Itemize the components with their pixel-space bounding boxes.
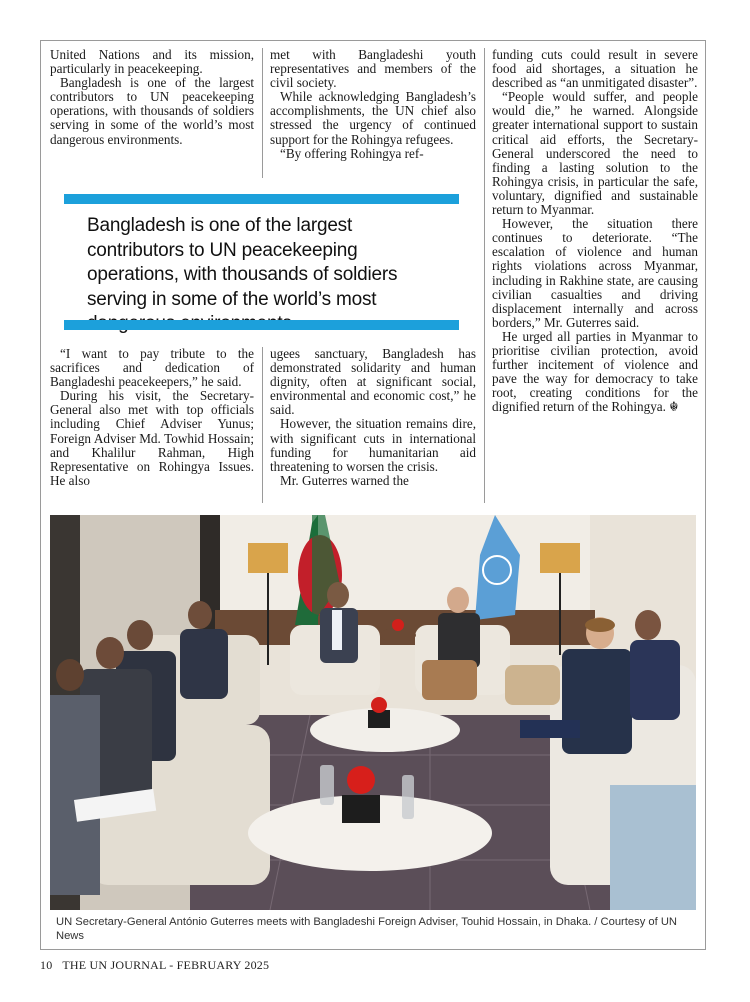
paragraph: Bangladesh is one of the largest contributors to UN peacekeeping operations, with thousands of soldiers serving in some of the world’s most dangerous environments. (50, 75, 254, 147)
column-divider (262, 48, 263, 178)
column-1-bottom (50, 347, 254, 488)
publication-name: THE UN JOURNAL - FEBRUARY 2025 (62, 958, 270, 972)
column-2-bottom (270, 347, 476, 488)
photo-caption: UN Secretary-General António Guterres meets with Bangladeshi Foreign Adviser, Touhid Hossain, in Dhaka. / Courtesy of UN News (56, 916, 677, 942)
paragraph: Mr. Guterres warned the (280, 472, 409, 488)
paragraph: met with Bangladeshi youth representatives and members of the civil society. (270, 47, 476, 91)
paragraph: funding cuts could result in severe food aid shortages, a situation he described as “an unmitigated disaster”. (492, 47, 698, 91)
paragraph: He urged all parties in Myanmar to prioritise civilian protection, avoid further incitement of violence and pave the way for democracy to take root, creating conditions for the dignified return of the Rohingya. ☬ (492, 328, 698, 415)
pull-quote-top-bar (64, 194, 459, 204)
column-1-top (50, 48, 254, 147)
pull-quote: Bangladesh is one of the largest contributors to UN peacekeeping operations, with thousands of soldiers serving in some of the world’s most (87, 215, 398, 310)
paragraph: ugees sanctuary, Bangladesh has demonstrated solidarity and human dignity, often at significant social, environmental and economic cost,” he said. (270, 346, 476, 418)
page-footer (40, 958, 279, 973)
paragraph: During his visit, the Secretary-General also met with top officials including Chief Adviser Yunus; Foreign Adviser Md. Towhid Hossain; and Khalilur Rahman, High Representative on Rohingya Issues. He also (50, 388, 254, 488)
page-number: 10 (40, 958, 53, 972)
paragraph: “By offering Rohingya ref- (280, 145, 424, 161)
paragraph: While acknowledging Bangladesh’s accomplishments, the UN chief also stressed the urgency of continued support for the Rohingya refugees. (270, 89, 476, 147)
pull-quote-bottom-bar (64, 320, 459, 330)
column-3 (492, 48, 698, 414)
paragraph: However, the situation remains dire, with significant cuts in international funding for humanitarian aid threatening to worsen the crisis. (270, 416, 476, 474)
column-divider (484, 48, 485, 503)
meeting-photo (50, 515, 696, 910)
paragraph: United Nations and its mission, particularly in peacekeeping. (50, 47, 254, 77)
column-2-top (270, 48, 476, 161)
paragraph: “People would suffer, and people would die,” he warned. Alongside greater international support to sustain critical aid efforts, the Secretary-General underscored the need to finding a lasting solution to the Rohingya crisis, in particular the safe, voluntary, dignified and sustainable return to Myanmar. (492, 89, 698, 218)
column-divider (262, 347, 263, 503)
paragraph: “I want to pay tribute to the sacrifices and dedication of Bangladeshi peacekeepers,” he said. (50, 346, 254, 390)
paragraph: However, the situation there continues to deteriorate. “The escalation of violence and human rights violations across Myanmar, including in Rakhine state, are causing civilian casualties and driving displacement internally and across borders,” Mr. Guterres said. (492, 216, 698, 330)
